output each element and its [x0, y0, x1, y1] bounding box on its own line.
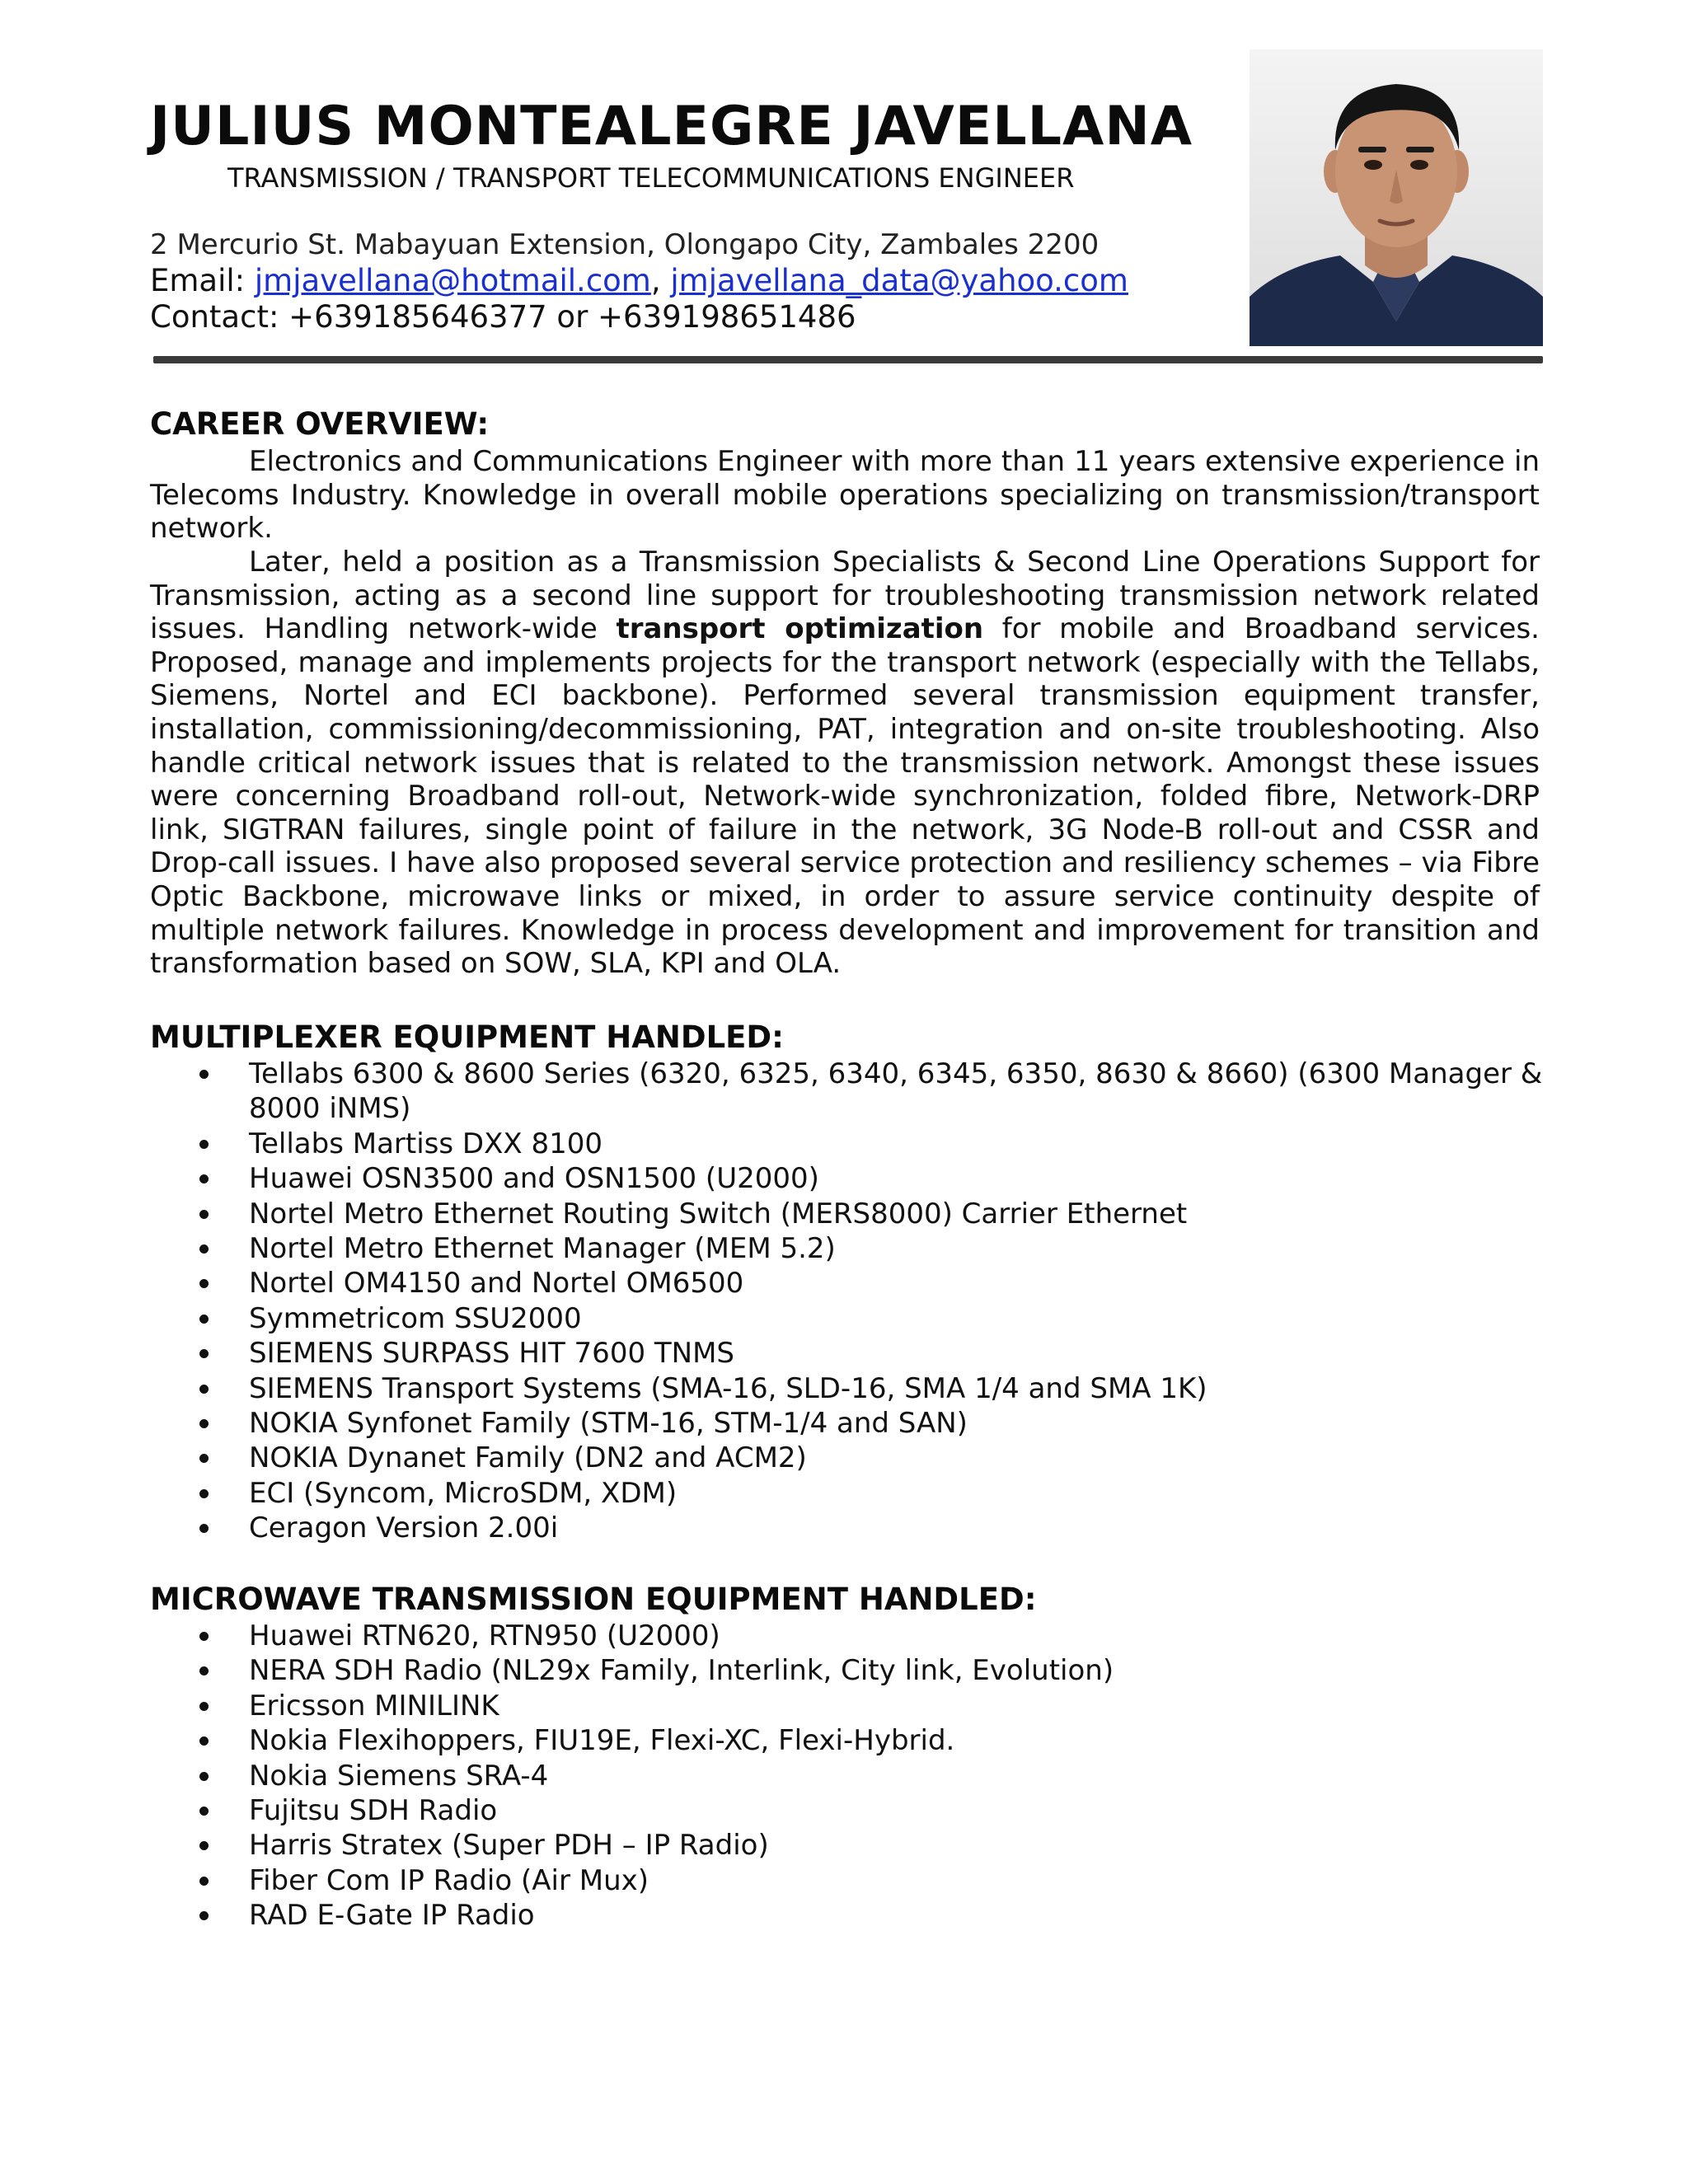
list-item-text: Nortel Metro Ethernet Manager (MEM 5.2) — [249, 1232, 836, 1266]
bullet-icon — [199, 1315, 209, 1324]
list-item-text: Huawei OSN3500 and OSN1500 (U2000) — [249, 1162, 819, 1196]
bullet-icon — [199, 1632, 209, 1641]
bullet-icon — [199, 1279, 209, 1288]
bullet-icon — [199, 1210, 209, 1219]
multiplexer-list — [150, 1057, 1543, 1546]
list-item-text: Harris Stratex (Super PDH – IP Radio) — [249, 1829, 769, 1863]
bullet-icon — [199, 1877, 209, 1886]
bullet-icon — [199, 1349, 209, 1358]
list-item — [150, 1301, 1543, 1336]
paragraph-2-emphasis: transport optimization — [616, 612, 984, 646]
bullet-icon — [199, 1772, 209, 1781]
list-item-text: NOKIA Dynanet Family (DN2 and ACM2) — [249, 1441, 807, 1475]
list-item — [150, 1161, 1543, 1196]
list-item — [150, 1336, 1543, 1371]
list-item — [150, 1476, 1543, 1511]
header-divider — [153, 356, 1543, 363]
microwave-heading: MICROWAVE TRANSMISSION EQUIPMENT HANDLED: — [150, 1582, 1037, 1617]
career-overview-heading: CAREER OVERVIEW: — [150, 406, 490, 442]
list-item-text: NOKIA Synfonet Family (STM-16, STM-1/4 and SAN) — [249, 1407, 968, 1441]
list-item — [150, 1828, 1543, 1863]
list-item — [150, 1898, 1543, 1933]
bullet-icon — [199, 1489, 209, 1498]
list-item-text: Nortel OM4150 and Nortel OM6500 — [249, 1267, 744, 1301]
list-item — [150, 1231, 1543, 1266]
multiplexer-heading: MULTIPLEXER EQUIPMENT HANDLED: — [150, 1019, 784, 1055]
email-link-yahoo[interactable]: jmjavellana_data@yahoo.com — [670, 263, 1128, 298]
profile-photo — [1250, 49, 1543, 346]
email-line — [150, 262, 1128, 300]
list-item — [150, 1653, 1543, 1688]
list-item — [150, 1266, 1543, 1301]
list-item — [150, 1511, 1543, 1545]
bullet-icon — [199, 1524, 209, 1533]
list-item-text: RAD E-Gate IP Radio — [249, 1899, 535, 1933]
list-item — [150, 1197, 1543, 1231]
career-overview-paragraph-2 — [150, 546, 1540, 981]
list-item — [150, 1441, 1543, 1475]
bullet-icon — [199, 1454, 209, 1463]
list-item — [150, 1793, 1543, 1828]
list-item-text: Ceragon Version 2.00i — [249, 1511, 559, 1545]
list-item-text: SIEMENS Transport Systems (SMA-16, SLD-16, SMA 1/4 and SMA 1K) — [249, 1371, 1207, 1405]
list-item-text: Symmetricom SSU2000 — [249, 1301, 582, 1335]
list-item-text: Tellabs Martiss DXX 8100 — [249, 1127, 603, 1160]
list-item-text: Nokia Siemens SRA-4 — [249, 1759, 549, 1793]
list-item — [150, 1371, 1543, 1406]
list-item — [150, 1863, 1543, 1898]
list-item-text: Fujitsu SDH Radio — [249, 1794, 498, 1828]
bullet-icon — [199, 1140, 209, 1149]
candidate-name: JULIUS MONTEALEGRE JAVELLANA — [150, 96, 1193, 157]
bullet-icon — [199, 1911, 209, 1920]
paragraph-2-text-b: for mobile and Broadband services. Proposed, manage and implements projects for the transport network (especially with the Tellabs, Siemens, Nortel and ECI backbone). Performed several transmission equipment transfer, installation, commissioning/decommissioning, PAT, integration and on-site troubleshooting. Also handle critical network issues that is related to the transmission network. Amongst these issues were concerning Broadband roll-out, Network-wide synchronization, folded fibre, Network-DRP link, SIGTRAN failures, single point of failure in the network, 3G Node-B roll-out and CSSR and Drop-call issues. I have also proposed several service protection and resiliency schemes – via Fibre Optic Backbone, microwave links or mixed, in order to assure service continuity despite of multiple network failures. Knowledge in process development and improvement for transition and transformation based on SOW, SLA, KPI and OLA. — [150, 612, 1540, 981]
list-item-text: NERA SDH Radio (NL29x Family, Interlink, City link, Evolution) — [249, 1654, 1114, 1688]
list-item — [150, 1057, 1543, 1127]
bullet-icon — [199, 1702, 209, 1711]
list-item-text: Fiber Com IP Radio (Air Mux) — [249, 1863, 649, 1897]
list-item — [150, 1127, 1543, 1161]
list-item-text: Ericsson MINILINK — [249, 1689, 499, 1722]
bullet-icon — [199, 1070, 209, 1079]
list-item-text: Tellabs 6300 & 8600 Series (6320, 6325, 6340, 6345, 6350, 8630 & 8660) (6300 Manager & 8000 iNMS) — [249, 1057, 1543, 1126]
email-label: Email: — [150, 263, 255, 298]
list-item — [150, 1759, 1543, 1793]
bullet-icon — [199, 1736, 209, 1746]
bullet-icon — [199, 1385, 209, 1394]
list-item-text: SIEMENS SURPASS HIT 7600 TNMS — [249, 1337, 735, 1371]
bullet-icon — [199, 1807, 209, 1816]
paragraph-2-text-a: Later, held a position as a Transmission Specialists & Second Line Operations Support for Transmission, acting as a second line support for troubleshooting transmission network related issues. Handling network-wide — [150, 546, 1540, 646]
list-item-text: Nortel Metro Ethernet Routing Switch (MERS8000) Carrier Ethernet — [249, 1197, 1188, 1230]
bullet-icon — [199, 1174, 209, 1183]
bullet-icon — [199, 1419, 209, 1428]
address: 2 Mercurio St. Mabayuan Extension, Olongapo City, Zambales 2200 — [150, 228, 1100, 261]
bullet-icon — [199, 1841, 209, 1850]
microwave-list — [150, 1619, 1543, 1933]
list-item — [150, 1723, 1543, 1758]
email-separator: , — [650, 263, 671, 298]
email-link-hotmail[interactable]: jmjavellana@hotmail.com — [254, 263, 651, 298]
bullet-icon — [199, 1244, 209, 1254]
list-item — [150, 1619, 1543, 1653]
list-item-text: Huawei RTN620, RTN950 (U2000) — [249, 1619, 720, 1652]
job-title: TRANSMISSION / TRANSPORT TELECOMMUNICATIONS ENGINEER — [227, 162, 1075, 194]
list-item — [150, 1406, 1543, 1441]
career-overview-paragraph-1: Electronics and Communications Engineer with more than 11 years extensive experience in Telecoms Industry. Knowledge in overall mobile operations specializing on transmission/transport network. — [150, 445, 1540, 546]
list-item-text: ECI (Syncom, MicroSDM, XDM) — [249, 1476, 678, 1510]
list-item-text: Nokia Flexihoppers, FIU19E, Flexi-XC, Flexi-Hybrid. — [249, 1724, 955, 1758]
bullet-icon — [199, 1666, 209, 1675]
contact-numbers: Contact: +639185646377 or +639198651486 — [150, 299, 856, 335]
list-item — [150, 1689, 1543, 1723]
